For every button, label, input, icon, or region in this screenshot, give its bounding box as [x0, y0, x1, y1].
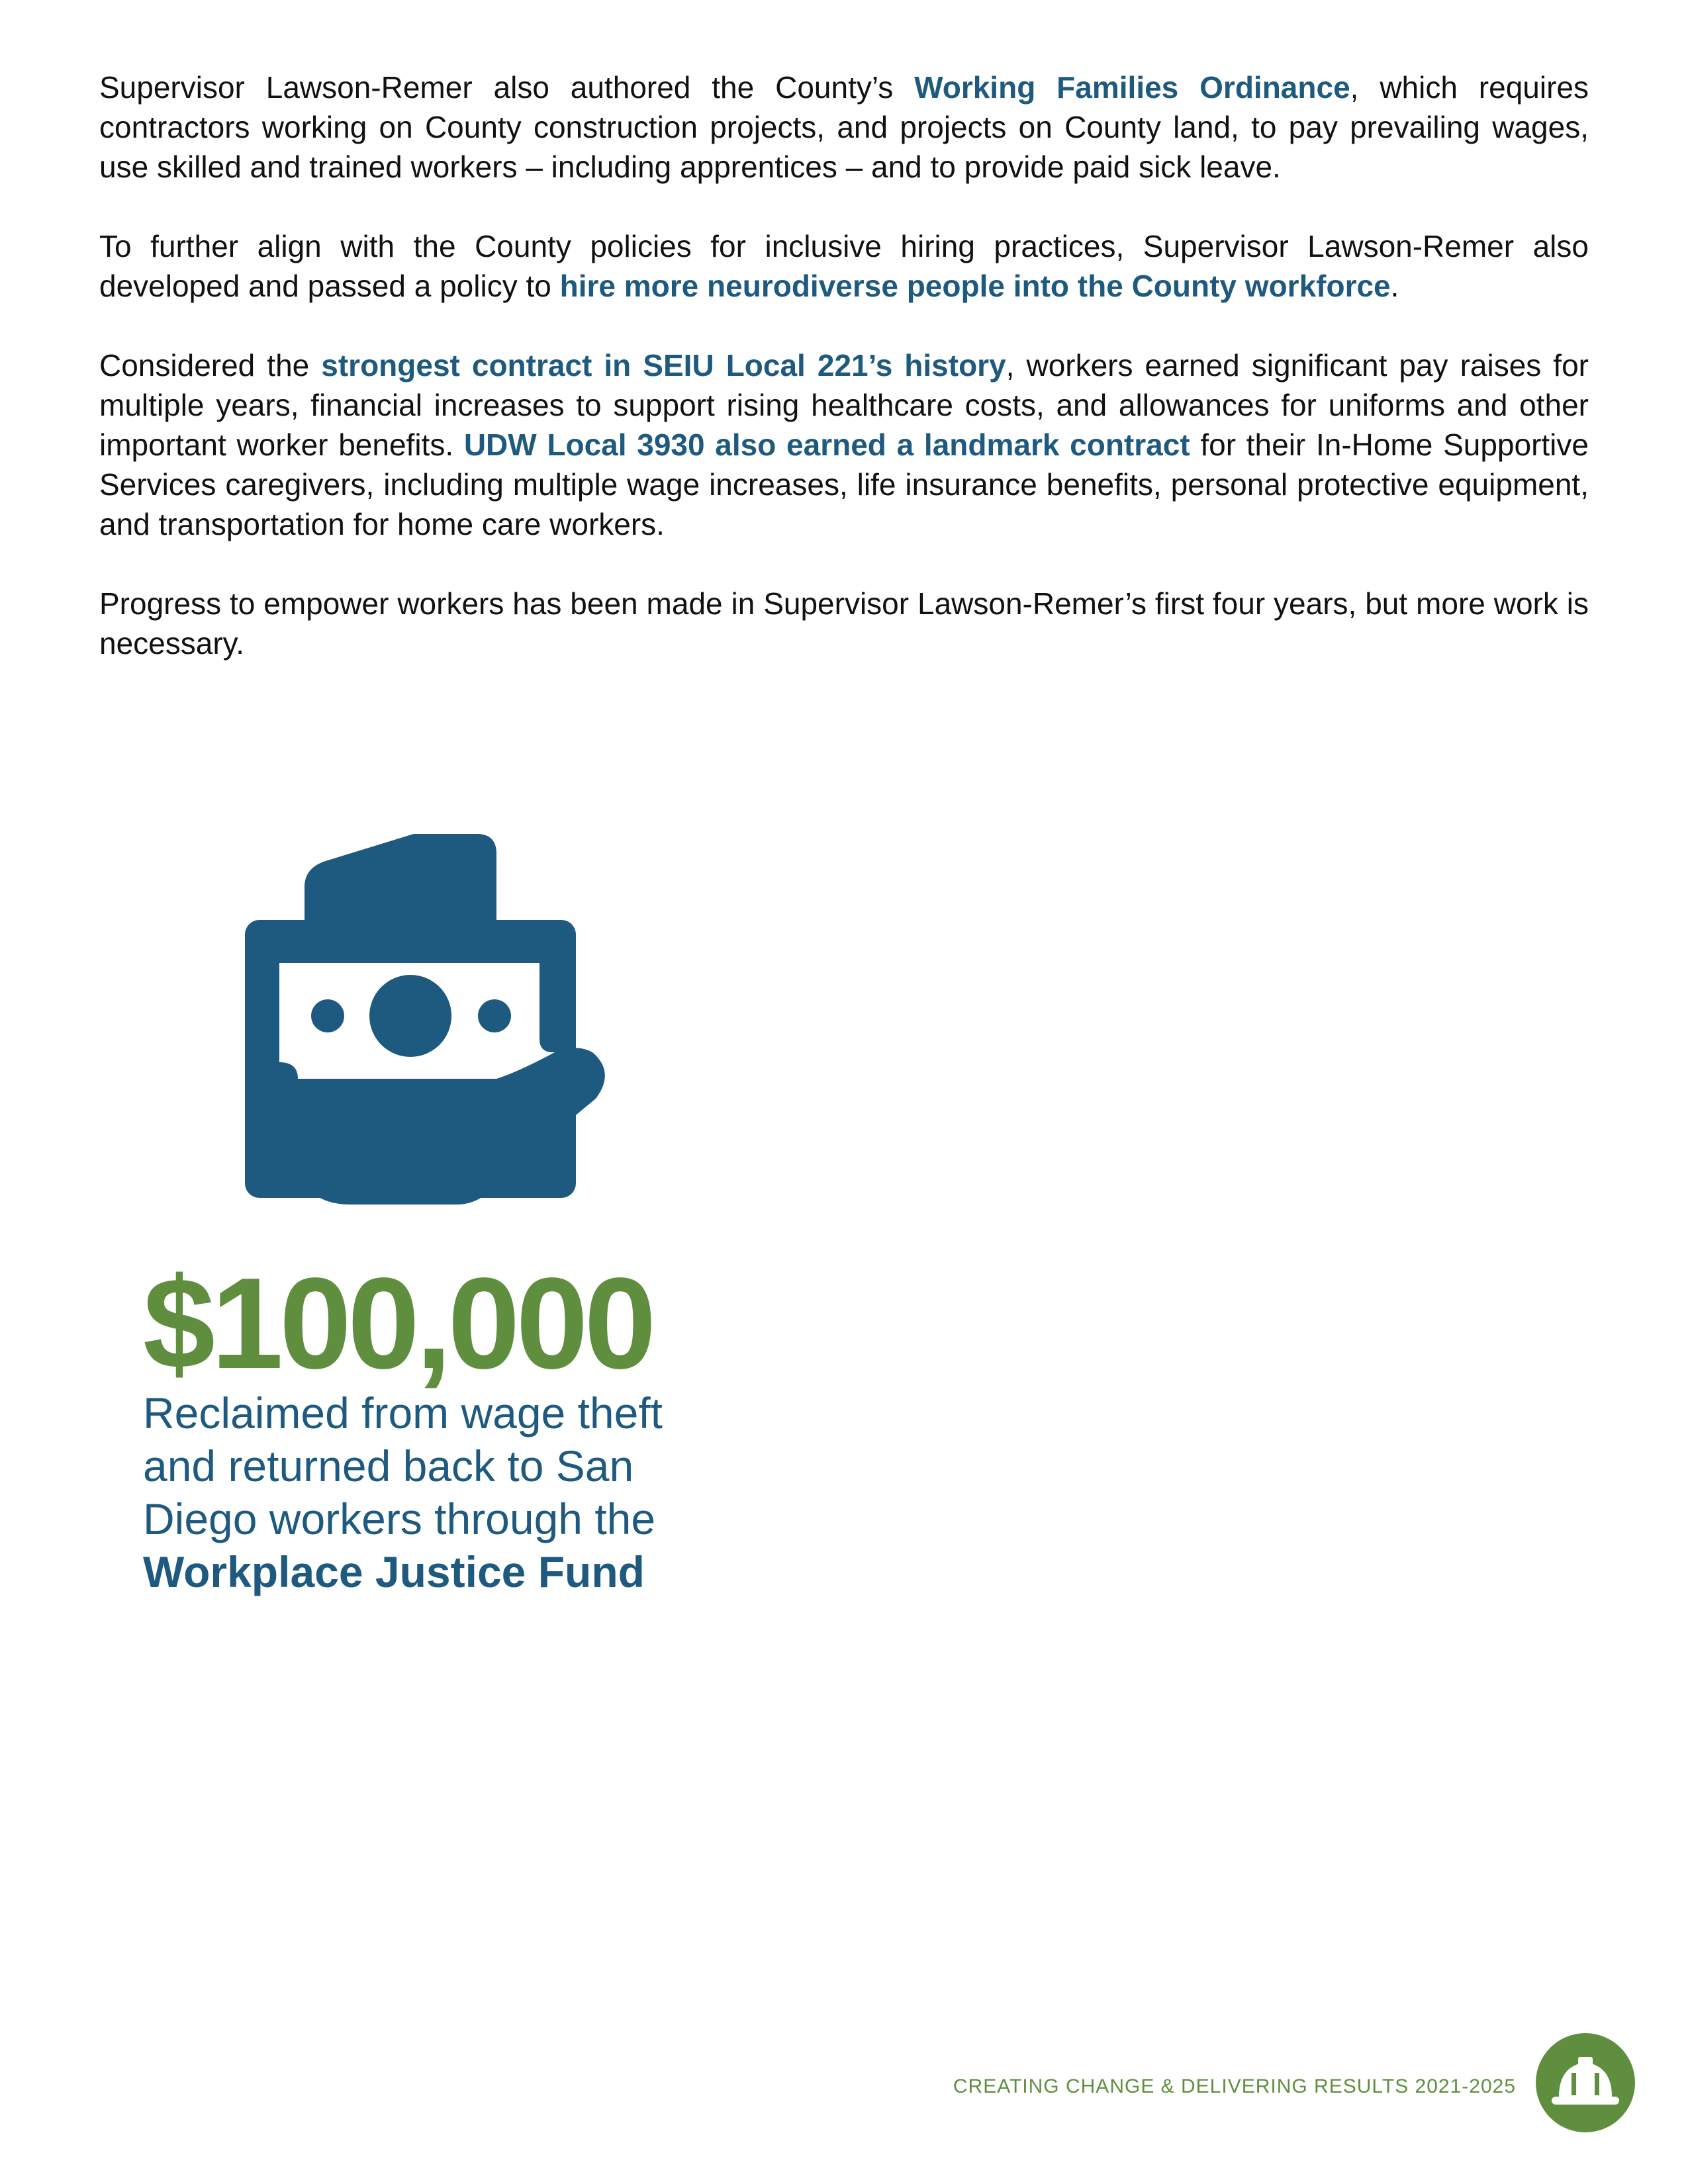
- paragraph: [99, 584, 1589, 663]
- paragraph-text: , workers earned significant pay raises for multiple years, financial increases to support rising healthcare costs, and allowances for uniforms and other important worker benefits.: [99, 348, 1589, 462]
- paragraph-text: Supervisor Lawson-Remer also authored the County’s: [99, 70, 915, 105]
- footer-tagline: CREATING CHANGE & DELIVERING RESULTS 2021-2025: [953, 2075, 1516, 2097]
- working-families-ordinance-link[interactable]: Working Families Ordinance: [914, 70, 1350, 105]
- stat-description-text: Reclaimed from wage theft and returned back to San Diego workers through the: [143, 1388, 663, 1543]
- paragraph-text: Considered the: [99, 348, 322, 383]
- stat-value: $100,000: [143, 1251, 653, 1396]
- paragraph: [99, 226, 1589, 306]
- paragraph-text: .: [1390, 269, 1399, 303]
- workplace-justice-fund-label: Workplace Justice Fund: [143, 1547, 645, 1596]
- neurodiverse-hiring-link[interactable]: hire more neurodiverse people into the County workforce: [559, 269, 1391, 303]
- hand-holding-money-icon: [245, 834, 622, 1205]
- udw-contract-link[interactable]: UDW Local 3930 also earned a landmark contract: [463, 428, 1190, 462]
- paragraph-text: Progress to empower workers has been made in Supervisor Lawson-Remer’s first four years, but more work is necessary.: [99, 586, 1589, 660]
- paragraph-text: for their In-Home Supportive Services caregivers, including multiple wage increases, life insurance benefits, personal protective equipment, and transportation for home care workers.: [99, 428, 1589, 541]
- paragraph-text: To further align with the County policies for inclusive hiring practices, Supervisor Lawson-Remer also developed and passed a policy to: [99, 229, 1589, 303]
- body-text: [99, 68, 1589, 703]
- stat-description: [143, 1387, 739, 1598]
- paragraph: [99, 68, 1589, 187]
- paragraph: [99, 345, 1589, 544]
- hard-hat-icon: [1536, 2033, 1635, 2132]
- paragraph-text: , which requires contractors working on County construction projects, and projects on County land, to pay prevailing wages, use skilled and trained workers – including apprentices – and to provide paid sick leave.: [99, 70, 1589, 184]
- seiu-contract-link[interactable]: strongest contract in SEIU Local 221’s history: [321, 348, 1006, 383]
